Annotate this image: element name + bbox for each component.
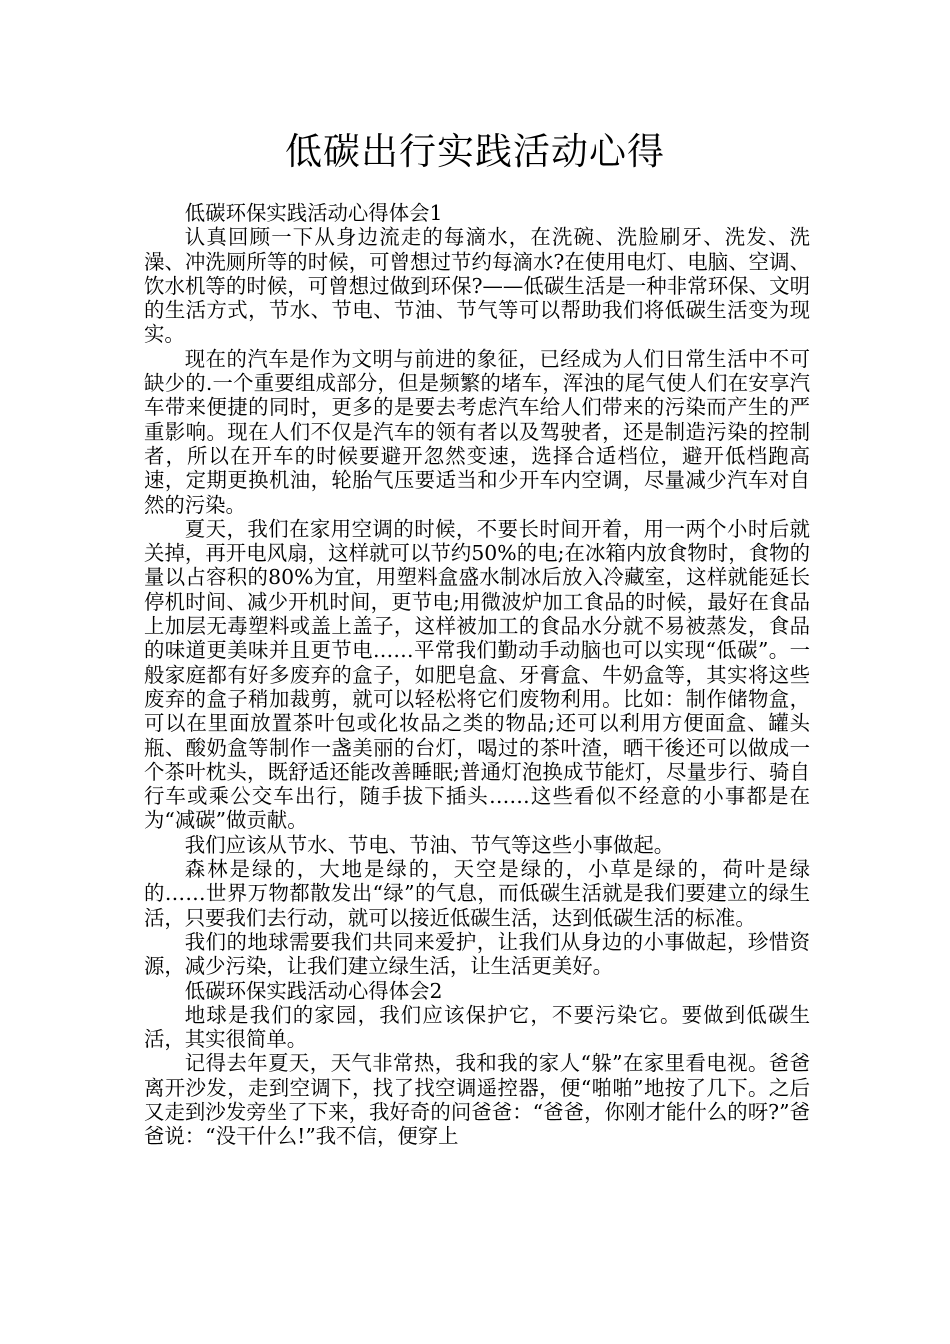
paragraph: 地球是我们的家园，我们应该保护它，不要污染它。要做到低碳生活，其实很简单。 <box>144 1002 810 1052</box>
paragraph: 森林是绿的，大地是绿的，天空是绿的，小草是绿的，荷叶是绿的……世界万物都散发出“绿”的气息，而低碳生活就是我们要建立的绿生活，只要我们去行动，就可以接近低碳生活，达到低碳生活的标准。 <box>144 857 810 930</box>
paragraph: 记得去年夏天，天气非常热，我和我的家人“躲”在家里看电视。爸爸离开沙发，走到空调下，找了找空调遥控器，便“啪啪”地按了几下。之后又走到沙发旁坐了下来，我好奇的问爸爸：“爸爸，你刚才能什么的呀?”爸爸说：“没干什么!”我不信，便穿上 <box>144 1051 810 1149</box>
paragraph: 夏天，我们在家用空调的时候，不要长时间开着，用一两个小时后就关掉，再开电风扇，这样就可以节约50%的电;在冰箱内放食物时，食物的量以占容积的80%为宜，用塑料盒盛水制冰后放入冷藏室，这样就能延长停机时间、减少开机时间，更节电;用微波炉加工食品的时候，最好在食品上加层无毒塑料或盖上盖子，这样被加工的食品水分就不易被蒸发，食品的味道更美味并且更节电……平常我们勤动手动脑也可以实现“低碳”。一般家庭都有好多废弃的盒子，如肥皂盒、牙膏盒、牛奶盒等，其实将这些废弃的盒子稍加裁剪，就可以轻松将它们废物利用。比如：制作储物盒，可以在里面放置茶叶包或化妆品之类的物品;还可以利用方便面盒、罐头瓶、酸奶盒等制作一盏美丽的台灯，喝过的茶叶渣，晒干後还可以做成一个茶叶枕头，既舒适还能改善睡眠;普通灯泡换成节能灯，尽量步行、骑自行车或乘公交车出行，随手拔下插头……这些看似不经意的小事都是在为“减碳”做贡献。 <box>144 516 810 833</box>
section-heading: 低碳环保实践活动心得体会1 <box>184 201 443 225</box>
section-heading: 低碳环保实践活动心得体会2 <box>184 978 443 1003</box>
document-title: 低碳出行实践活动心得 <box>285 130 665 173</box>
paragraph: 我们的地球需要我们共同来爱护，让我们从身边的小事做起，珍惜资源，减少污染，让我们建立绿生活，让生活更美好。 <box>144 929 810 979</box>
paragraph: 我们应该从节水、节电、节油、节气等这些小事做起。 <box>184 832 675 857</box>
document-body <box>144 201 810 1149</box>
paragraph: 认真回顾一下从身边流走的每滴水，在洗碗、洗脸刷牙、洗发、洗澡、冲洗厕所等的时候，可曾想过节约每滴水?在使用电灯、电脑、空调、饮水机等的时候，可曾想过做到环保?——低碳生活是一种非常环保、文明的生活方式，节水、节电、节油、节气等可以帮助我们将低碳生活变为现实。 <box>144 225 810 347</box>
paragraph: 现在的汽车是作为文明与前进的象征，已经成为人们日常生活中不可缺少的.一个重要组成部分，但是频繁的堵车，浑浊的尾气使人们在安享汽车带来便捷的同时，更多的是要去考虑汽车给人们带来的污染而产生的严重影响。现在人们不仅是汽车的领有者以及驾驶者，还是制造污染的控制者，所以在开车的时候要避开忽然变速，选择合适档位，避开低档跑高速，定期更换机油，轮胎气压要适当和少开车内空调，尽量减少汽车对自然的污染。 <box>144 346 810 517</box>
